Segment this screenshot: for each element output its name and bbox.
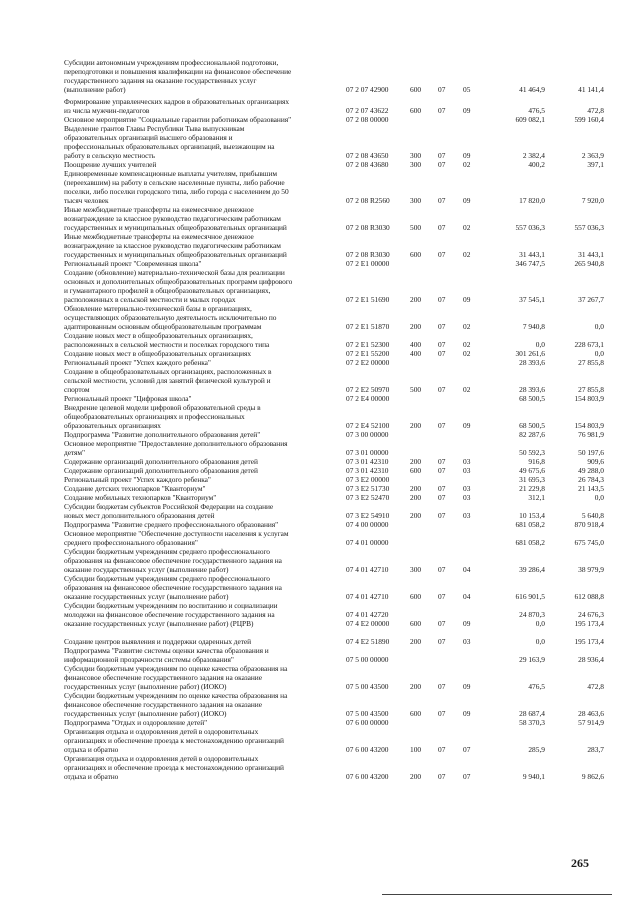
amount-year-1: 28 393,6	[519, 385, 545, 394]
section-code: 07	[438, 592, 446, 601]
table-row	[64, 124, 604, 160]
target-article-code: 07 4 E2 51890	[346, 637, 390, 646]
row-name: Субсидии бюджетным учреждениям по оценке качества образования на финансовое обеспечение государственного задания на оказание государственных услуг (выполнение работ) (ИОКО)	[64, 691, 288, 718]
amount-year-1: 50 592,3	[519, 448, 545, 457]
table-row	[64, 97, 604, 115]
target-article-code: 07 4 01 42710	[346, 592, 389, 601]
expense-type-code: 500	[410, 385, 422, 394]
amount-year-1: 7 940,8	[522, 322, 545, 331]
amount-year-2: 37 267,7	[578, 295, 604, 304]
target-article-code: 07 2 E1 00000	[346, 259, 390, 268]
table-row	[64, 637, 604, 646]
expense-type-code: 200	[410, 682, 422, 691]
section-code: 07	[438, 106, 446, 115]
table-row	[64, 754, 604, 781]
row-name: Создание в общеобразовательных организациях, расположенных в сельской местности, условий для занятий физической культурой и спортом	[64, 367, 272, 394]
expense-type-code: 200	[410, 457, 422, 466]
footer-rule	[382, 894, 612, 895]
section-code: 07	[438, 151, 446, 160]
subsection-code: 03	[463, 493, 471, 502]
subsection-code: 09	[463, 421, 471, 430]
amount-year-1: 28 687,4	[519, 709, 545, 718]
table-row	[64, 484, 604, 493]
table-row	[64, 358, 604, 367]
target-article-code: 07 3 01 00000	[346, 448, 389, 457]
subsection-code: 02	[463, 349, 471, 358]
subsection-code: 07	[463, 772, 471, 781]
amount-year-2: 397,1	[587, 160, 604, 169]
row-name: Содержание организаций дополнительного образования детей	[64, 466, 258, 475]
amount-year-2: 0,0	[594, 493, 604, 502]
subsection-code: 09	[463, 106, 471, 115]
subsection-code: 02	[463, 223, 471, 232]
table-row	[64, 601, 604, 628]
table-row	[64, 304, 604, 331]
amount-year-2: 24 676,3 195 173,4	[574, 610, 604, 628]
expense-type-code: 400	[410, 349, 422, 358]
expense-type-code: 200	[410, 421, 422, 430]
amount-year-2: 38 979,9	[578, 565, 604, 574]
section-code: 07	[438, 682, 446, 691]
row-name: Организация отдыха и оздоровления детей в оздоровительных организациях и обеспечение проезда к местонахождению организаций отдыха и обратно	[64, 727, 284, 754]
amount-year-1: 39 286,4	[519, 565, 545, 574]
section-code: 07	[438, 295, 446, 304]
target-article-code: 07 6 00 43200	[346, 772, 389, 781]
row-name: Субсидии бюджетным учреждениям среднего профессионального образования на финансовое обеспечение государственного задания на оказание государственных услуг (выполнение работ)	[64, 547, 282, 574]
amount-year-1: 68 500,5	[519, 394, 545, 403]
expense-type-code: 600	[410, 106, 422, 115]
table-row	[64, 493, 604, 502]
amount-year-2: 28 936,4	[578, 655, 604, 664]
amount-year-1: 557 036,3	[515, 223, 545, 232]
row-name: Создание мобильных технопарков "Кванториум"	[64, 493, 217, 502]
amount-year-2: 154 803,9	[574, 421, 604, 430]
subsection-code: 05	[463, 85, 471, 94]
amount-year-1: 616 901,5	[515, 592, 545, 601]
row-name: Субсидии бюджетным учреждениям среднего профессионального образования на финансовое обеспечение государственного задания на оказание государственных услуг (выполнение работ)	[64, 574, 282, 601]
target-article-code: 07 2 E4 00000	[346, 394, 390, 403]
amount-year-2: 0,0	[594, 322, 604, 331]
table-row	[64, 331, 604, 349]
row-name: Подпрограмма "Отдых и оздоровление детей"	[64, 718, 208, 727]
row-name: Региональный проект "Успех каждого ребенка"	[64, 358, 211, 367]
amount-year-2: 0,0	[594, 349, 604, 358]
page-number: 265	[571, 856, 589, 870]
subsection-code: 02	[463, 160, 471, 169]
amount-year-2: 28 463,6	[578, 709, 604, 718]
table-row	[64, 160, 604, 169]
amount-year-2: 228 673,1	[574, 340, 604, 349]
amount-year-1: 9 940,1	[522, 772, 545, 781]
subsection-code: 03	[463, 511, 471, 520]
amount-year-2: 41 141,4	[578, 85, 604, 94]
target-article-code: 07 4 01 00000	[346, 538, 389, 547]
expense-type-code: 500	[410, 223, 422, 232]
section-code: 07	[438, 349, 446, 358]
table-row	[64, 367, 604, 394]
section-code: 07	[438, 493, 446, 502]
section-code: 07	[438, 223, 446, 232]
target-article-code: 07 3 E2 51730	[346, 484, 390, 493]
expense-type-code: 600	[410, 85, 422, 94]
amount-year-2: 472,8	[587, 682, 604, 691]
amount-year-2: 265 940,8	[574, 259, 604, 268]
target-article-code: 07 2 07 42900	[346, 85, 389, 94]
subsection-code: 09	[463, 709, 471, 718]
expense-type-code: 200	[410, 484, 422, 493]
table-row	[64, 457, 604, 466]
table-row	[64, 475, 604, 484]
row-name: Региональный проект "Современная школа"	[64, 259, 202, 268]
amount-year-1: 29 163,9	[519, 655, 545, 664]
expense-type-code: 600	[410, 709, 422, 718]
amount-year-2: 57 914,9	[578, 718, 604, 727]
expense-type-code: 100	[410, 745, 422, 754]
row-name: Основное мероприятие "Предоставление дополнительного образования детям"	[64, 439, 288, 457]
table-row	[64, 268, 604, 304]
table-row	[64, 502, 604, 520]
row-name: Выделение грантов Главы Республики Тыва выпускникам образовательных организаций высшего образования и профессиональных образовательных организаций, выезжающим на работу в сельскую местность	[64, 124, 275, 160]
amount-year-2: 2 363,9	[581, 151, 604, 160]
row-name: Иные межбюджетные трансферты на ежемесячное денежное вознаграждение за классное руководство педагогическим работникам государственных и муниципальных общеобразовательных организаций	[64, 232, 287, 259]
row-name: Организация отдыха и оздоровления детей в оздоровительных организациях и обеспечение проезда к местонахождению организаций отдыха и обратно	[64, 754, 284, 781]
subsection-code: 04	[463, 565, 471, 574]
target-article-code: 07 4 01 42710	[346, 565, 389, 574]
row-name: Основное мероприятие "Социальные гарантии работникам образования"	[64, 115, 292, 124]
section-code: 07	[438, 619, 446, 628]
amount-year-2: 50 197,6	[578, 448, 604, 457]
row-name: Субсидии бюджетам субъектов Российской Федерации на создание новых мест дополнительного образования детей	[64, 502, 274, 520]
target-article-code: 07 2 08 43680	[346, 160, 389, 169]
amount-year-2: 599 160,4	[574, 115, 604, 124]
table-row	[64, 349, 604, 358]
table-row	[64, 664, 604, 691]
amount-year-1: 476,5	[528, 682, 545, 691]
amount-year-2: 195 173,4	[574, 637, 604, 646]
table-row	[64, 520, 604, 529]
amount-year-2: 49 288,0	[578, 466, 604, 475]
section-code: 07	[438, 745, 446, 754]
target-article-code: 07 2 08 00000	[346, 115, 389, 124]
amount-year-1: 49 675,6	[519, 466, 545, 475]
section-code: 07	[438, 421, 446, 430]
target-article-code: 07 2 E1 52300	[346, 340, 390, 349]
amount-year-1: 0,0	[535, 637, 545, 646]
table-row	[64, 58, 604, 94]
expense-type-code: 200	[410, 637, 422, 646]
row-name: Внедрение целевой модели цифровой образовательной среды в общеобразовательных организациях и профессиональных образовательных организациях	[64, 403, 261, 430]
amount-year-2: 31 443,1	[578, 250, 604, 259]
amount-year-2: 7 920,0	[581, 196, 604, 205]
amount-year-2: 870 918,4	[574, 520, 604, 529]
target-article-code: 07 3 E2 54910	[346, 511, 390, 520]
amount-year-1: 2 382,4	[522, 151, 545, 160]
expense-type-code: 200	[410, 295, 422, 304]
expense-type-code: 200	[410, 493, 422, 502]
subsection-code: 09	[463, 151, 471, 160]
amount-year-1: 916,8	[528, 457, 545, 466]
target-article-code: 07 6 00 00000	[346, 718, 389, 727]
section-code: 07	[438, 457, 446, 466]
subsection-code: 02	[463, 250, 471, 259]
table-row	[64, 691, 604, 718]
table-row	[64, 403, 604, 430]
amount-year-1: 301 261,6	[515, 349, 545, 358]
target-article-code: 07 2 08 43650	[346, 151, 389, 160]
table-row	[64, 727, 604, 754]
amount-year-2: 26 784,3	[578, 475, 604, 484]
amount-year-1: 285,9	[528, 745, 545, 754]
target-article-code: 07 2 08 R3030	[346, 250, 390, 259]
target-article-code: 07 2 E1 51870	[346, 322, 390, 331]
amount-year-2: 154 803,9	[574, 394, 604, 403]
amount-year-2: 5 640,8	[581, 511, 604, 520]
target-article-code: 07 2 E4 52100	[346, 421, 390, 430]
table-row	[64, 259, 604, 268]
row-name: Региональный проект "Успех каждого ребенка"	[64, 475, 211, 484]
row-name: Единовременные компенсационные выплаты учителям, прибывшим (переехавшим) на работу в сельские населенные пункты, либо рабочие поселки, либо поселки городского типа, либо города с населением до 50 тысяч человек	[64, 169, 289, 205]
section-code: 07	[438, 565, 446, 574]
row-name: Подпрограмма "Развитие системы оценки качества образования и информационной прозрачности системы образования"	[64, 646, 269, 664]
amount-year-1: 681 058,2	[515, 538, 545, 547]
section-code: 07	[438, 85, 446, 94]
subsection-code: 03	[463, 637, 471, 646]
table-row	[64, 646, 604, 664]
subsection-code: 09	[463, 196, 471, 205]
row-name: Создание центров выявления и поддержки одаренных детей	[64, 637, 252, 646]
amount-year-1: 31 443,1	[519, 250, 545, 259]
target-article-code: 07 3 01 42310	[346, 457, 389, 466]
amount-year-2: 27 855,8	[578, 385, 604, 394]
subsection-code: 09	[463, 619, 471, 628]
expense-type-code: 200	[410, 511, 422, 520]
table-row	[64, 205, 604, 232]
table-row	[64, 466, 604, 475]
expense-type-code: 200	[410, 322, 422, 331]
amount-year-2: 612 088,8	[574, 592, 604, 601]
target-article-code: 07 5 00 43500	[346, 682, 389, 691]
amount-year-2: 675 745,0	[574, 538, 604, 547]
expense-type-code: 600	[410, 250, 422, 259]
target-article-code: 07 2 E2 00000	[346, 358, 390, 367]
section-code: 07	[438, 322, 446, 331]
target-article-code: 07 2 08 R3030	[346, 223, 390, 232]
row-name: Субсидии бюджетным учреждениям по воспитанию и социализации молодежи на финансовое обеспечение государственного задания на оказание государственных услуг (выполнение работ) (РЦРВ)	[64, 601, 278, 628]
amount-year-1: 17 820,0	[519, 196, 545, 205]
row-name: Основное мероприятие "Обеспечение доступности населения к услугам среднего профессионального образования"	[64, 529, 289, 547]
target-article-code: 07 2 08 R2560	[346, 196, 390, 205]
row-name: Региональный проект "Цифровая школа"	[64, 394, 192, 403]
expense-type-code: 300	[410, 196, 422, 205]
row-name: Создание новых мест в общеобразовательных организациях, расположенных в сельской местности и поселках городского типа	[64, 331, 270, 349]
section-code: 07	[438, 196, 446, 205]
table-row	[64, 439, 604, 457]
section-code: 07	[438, 637, 446, 646]
row-name: Субсидии автономным учреждениям профессиональной подготовки, переподготовки и повышения квалификации на финансовое обеспечение государственного задания на оказание государственных услуг (выполнение работ)	[64, 58, 292, 94]
subsection-code: 07	[463, 745, 471, 754]
subsection-code: 03	[463, 466, 471, 475]
amount-year-1: 24 870,3 0,0	[519, 610, 545, 628]
expense-type-code: 400	[410, 340, 422, 349]
row-name: Создание новых мест в общеобразовательных организациях	[64, 349, 252, 358]
expense-type-code: 300	[410, 565, 422, 574]
amount-year-1: 41 464,9	[519, 85, 545, 94]
amount-year-1: 68 500,5	[519, 421, 545, 430]
amount-year-2: 21 143,5	[578, 484, 604, 493]
expense-type-code: 600	[410, 466, 422, 475]
amount-year-2: 909,6	[587, 457, 604, 466]
table-row	[64, 574, 604, 601]
subsection-code: 04	[463, 592, 471, 601]
row-name: Иные межбюджетные трансферты на ежемесячное денежное вознаграждение за классное руководство педагогическим работникам государственных и муниципальных общеобразовательных организаций	[64, 205, 287, 232]
table-row	[64, 529, 604, 547]
target-article-code: 07 3 00 00000	[346, 430, 389, 439]
subsection-code: 03	[463, 484, 471, 493]
subsection-code: 02	[463, 322, 471, 331]
amount-year-2: 9 862,6	[581, 772, 604, 781]
table-row	[64, 718, 604, 727]
section-code: 07	[438, 772, 446, 781]
target-article-code: 07 6 00 43200	[346, 745, 389, 754]
target-article-code: 07 5 00 00000	[346, 655, 389, 664]
amount-year-2: 283,7	[587, 745, 604, 754]
expense-type-code: 300	[410, 160, 422, 169]
amount-year-1: 346 747,5	[515, 259, 545, 268]
expense-type-code: 600	[410, 619, 422, 628]
table-row	[64, 232, 604, 259]
table-row	[64, 169, 604, 205]
amount-year-1: 82 287,6	[519, 430, 545, 439]
subsection-code: 03	[463, 457, 471, 466]
amount-year-1: 609 082,1	[515, 115, 545, 124]
amount-year-1: 476,5	[528, 106, 545, 115]
target-article-code: 07 3 E2 52470	[346, 493, 390, 502]
amount-year-1: 400,2	[528, 160, 545, 169]
table-row	[64, 394, 604, 403]
target-article-code: 07 2 E1 55200	[346, 349, 390, 358]
row-name: Создание детских технопарков "Кванториум"	[64, 484, 206, 493]
amount-year-2: 76 981,9	[578, 430, 604, 439]
amount-year-1: 312,1	[528, 493, 545, 502]
section-code: 07	[438, 709, 446, 718]
row-name: Поощрение лучших учителей	[64, 160, 157, 169]
table-row	[64, 115, 604, 124]
target-article-code: 07 2 E1 51690	[346, 295, 390, 304]
expense-type-code: 600	[410, 592, 422, 601]
amount-year-1: 681 058,2	[515, 520, 545, 529]
section-code: 07	[438, 385, 446, 394]
section-code: 07	[438, 511, 446, 520]
table-row	[64, 547, 604, 574]
expense-type-code: 200	[410, 772, 422, 781]
target-article-code: 07 2 07 43622	[346, 106, 389, 115]
target-article-code: 07 2 E2 50970	[346, 385, 390, 394]
target-article-code: 07 3 E2 00000	[346, 475, 390, 484]
section-code: 07	[438, 484, 446, 493]
amount-year-1: 31 695,3	[519, 475, 545, 484]
row-name: Содержание организаций дополнительного образования детей	[64, 457, 258, 466]
row-name: Субсидии бюджетным учреждениям по оценке качества образования на финансовое обеспечение государственного задания на оказание государственных услуг (выполнение работ) (ИОКО)	[64, 664, 288, 691]
target-article-code: 07 4 00 00000	[346, 520, 389, 529]
amount-year-1: 0,0	[535, 340, 545, 349]
target-article-code: 07 4 01 42720 07 4 E2 00000	[346, 610, 390, 628]
row-name: Подпрограмма "Развитие дополнительного образования детей"	[64, 430, 261, 439]
amount-year-2: 27 855,8	[578, 358, 604, 367]
target-article-code: 07 3 01 42310	[346, 466, 389, 475]
amount-year-1: 10 153,4	[519, 511, 545, 520]
amount-year-1: 21 229,8	[519, 484, 545, 493]
subsection-code: 09	[463, 682, 471, 691]
amount-year-2: 472,8	[587, 106, 604, 115]
section-code: 07	[438, 340, 446, 349]
amount-year-1: 37 545,1	[519, 295, 545, 304]
subsection-code: 09	[463, 295, 471, 304]
subsection-code: 02	[463, 385, 471, 394]
section-code: 07	[438, 160, 446, 169]
amount-year-2: 557 036,3	[574, 223, 604, 232]
table-row	[64, 430, 604, 439]
row-name: Формирование управленческих кадров в образовательных организациях из числа мужчин-педагогов	[64, 97, 290, 115]
target-article-code: 07 5 00 43500	[346, 709, 389, 718]
amount-year-1: 58 370,3	[519, 718, 545, 727]
row-name: Обновление материально-технической базы в организациях, осуществляющих образовательную деятельность исключительно по адаптированным основным общеобразовательным программам	[64, 304, 277, 331]
row-name: Подпрограмма "Развитие среднего профессионального образования"	[64, 520, 279, 529]
subsection-code: 02	[463, 340, 471, 349]
section-code: 07	[438, 250, 446, 259]
amount-year-1: 28 393,6	[519, 358, 545, 367]
expense-type-code: 300	[410, 151, 422, 160]
section-code: 07	[438, 466, 446, 475]
row-name: Создание (обновление) материально-технической базы для реализации основных и дополнительных общеобразовательных программ цифрового и гуманитарного профилей в общеобразовательных организациях, расположенных в сельской местности и малых городах	[64, 268, 293, 304]
